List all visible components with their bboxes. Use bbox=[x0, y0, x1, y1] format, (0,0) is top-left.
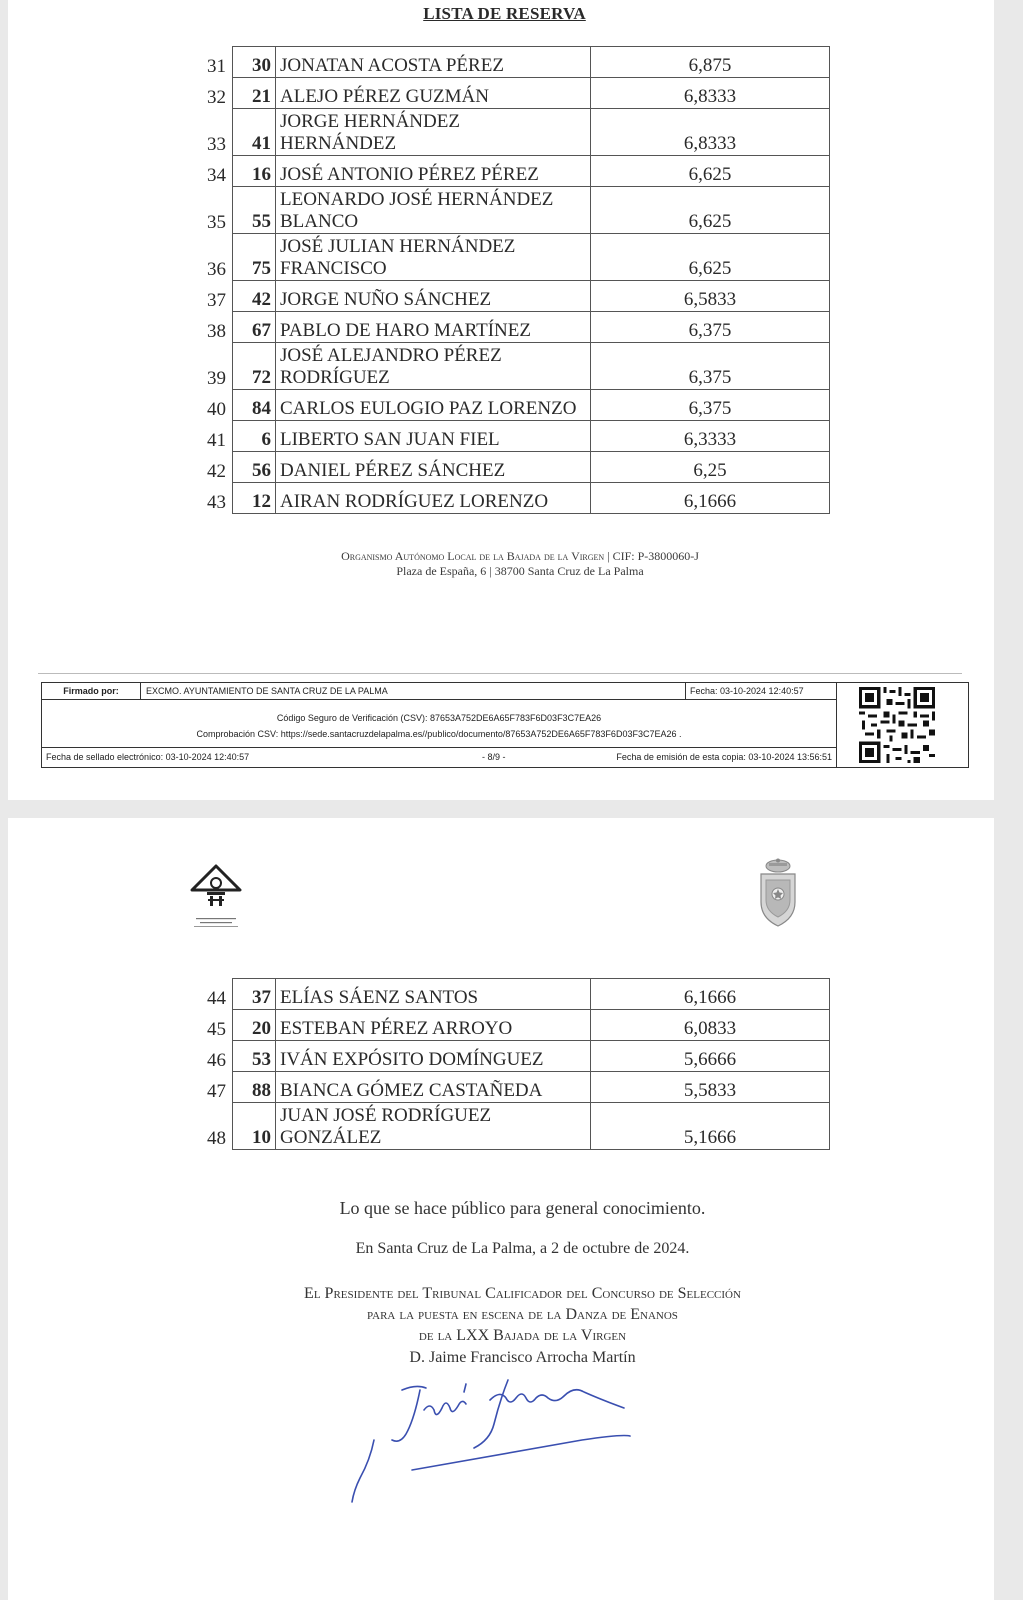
row-number: 42 bbox=[233, 281, 276, 312]
row-name bbox=[276, 234, 591, 281]
bajada-de-la-virgen-logo bbox=[188, 862, 244, 938]
row-number: 55 bbox=[233, 187, 276, 234]
row-name: JOSÉ ANTONIO PÉREZ PÉREZ bbox=[276, 156, 591, 187]
footer-address: Plaza de España, 6 | 38700 Santa Cruz de La Palma bbox=[396, 564, 644, 578]
row-score: 6,0833 bbox=[591, 1010, 830, 1041]
table-row bbox=[196, 1103, 830, 1150]
table-row bbox=[196, 979, 830, 1010]
row-score: 6,25 bbox=[591, 452, 830, 483]
row-name-line-2: FRANCISCO bbox=[280, 258, 387, 279]
table-row bbox=[196, 421, 830, 452]
row-name: LIBERTO SAN JUAN FIEL bbox=[276, 421, 591, 452]
row-name: JONATAN ACOSTA PÉREZ bbox=[276, 47, 591, 78]
table-row bbox=[196, 343, 830, 390]
row-score: 6,8333 bbox=[591, 109, 830, 156]
row-index: 44 bbox=[207, 987, 226, 1009]
qr-code-icon bbox=[859, 687, 935, 763]
row-number: 30 bbox=[233, 47, 276, 78]
csv-verification-link[interactable]: Comprobación CSV: https://sede.santacruzdelapalma.es//publico/documento/87653A752DE6A65F783F6D03F3C7EA26 . bbox=[196, 729, 682, 739]
row-score: 5,5833 bbox=[591, 1072, 830, 1103]
row-number: 21 bbox=[233, 78, 276, 109]
row-score: 5,1666 bbox=[591, 1103, 830, 1150]
row-number: 41 bbox=[233, 109, 276, 156]
row-score: 6,375 bbox=[591, 312, 830, 343]
row-index: 42 bbox=[207, 460, 226, 482]
row-score: 6,625 bbox=[591, 187, 830, 234]
row-index: 39 bbox=[207, 367, 226, 389]
table-row bbox=[196, 78, 830, 109]
table-row bbox=[196, 312, 830, 343]
reserve-table-page-1 bbox=[196, 46, 830, 514]
table-row bbox=[196, 47, 830, 78]
signature-date: Fecha: 03-10-2024 12:40:57 bbox=[685, 683, 836, 699]
row-number: 67 bbox=[233, 312, 276, 343]
row-number: 6 bbox=[233, 421, 276, 452]
row-number: 75 bbox=[233, 234, 276, 281]
row-name-line-2: BLANCO bbox=[280, 211, 359, 232]
table-row bbox=[196, 390, 830, 421]
row-name: CARLOS EULOGIO PAZ LORENZO bbox=[276, 390, 591, 421]
footer-organization: Organismo Autónomo Local de la Bajada de la Virgen | CIF: P-3800060-J bbox=[341, 549, 699, 563]
row-name-line-1: JUAN JOSÉ RODRÍGUEZ bbox=[280, 1105, 492, 1126]
row-index: 33 bbox=[207, 133, 226, 155]
row-name: DANIEL PÉREZ SÁNCHEZ bbox=[276, 452, 591, 483]
row-name-line-2: GONZÁLEZ bbox=[280, 1127, 382, 1148]
row-name-line-1: JOSÉ JULIAN HERNÁNDEZ bbox=[280, 236, 516, 257]
row-score: 6,375 bbox=[591, 390, 830, 421]
row-index: 32 bbox=[207, 86, 226, 108]
table-row bbox=[196, 234, 830, 281]
row-name: JORGE NUÑO SÁNCHEZ bbox=[276, 281, 591, 312]
row-index: 35 bbox=[207, 211, 226, 233]
row-index: 45 bbox=[207, 1018, 226, 1040]
row-name: IVÁN EXPÓSITO DOMÍNGUEZ bbox=[276, 1041, 591, 1072]
row-score: 6,1666 bbox=[591, 483, 830, 514]
row-score: 6,375 bbox=[591, 343, 830, 390]
president-title-line-2: para la puesta en escena de la Danza de Enanos bbox=[367, 1306, 678, 1323]
row-score: 6,625 bbox=[591, 156, 830, 187]
row-index: 47 bbox=[207, 1080, 226, 1102]
row-number: 84 bbox=[233, 390, 276, 421]
row-name: AIRAN RODRÍGUEZ LORENZO bbox=[276, 483, 591, 514]
row-name-line-1: LEONARDO JOSÉ HERNÁNDEZ bbox=[280, 189, 554, 210]
row-name bbox=[276, 187, 591, 234]
row-number: 56 bbox=[233, 452, 276, 483]
row-name-line-1: JOSÉ ALEJANDRO PÉREZ bbox=[280, 345, 502, 366]
place-and-date: En Santa Cruz de La Palma, a 2 de octubre de 2024. bbox=[355, 1240, 690, 1257]
row-number: 10 bbox=[233, 1103, 276, 1150]
row-index: 48 bbox=[207, 1127, 226, 1149]
row-index: 41 bbox=[207, 429, 226, 451]
table-row bbox=[196, 109, 830, 156]
signed-by-value: EXCMO. AYUNTAMIENTO DE SANTA CRUZ DE LA PALMA bbox=[146, 686, 388, 696]
row-index: 36 bbox=[207, 258, 226, 280]
row-score: 6,875 bbox=[591, 47, 830, 78]
row-index: 40 bbox=[207, 398, 226, 420]
public-notice-text: Lo que se hace público para general conocimiento. bbox=[339, 1198, 706, 1218]
row-number: 16 bbox=[233, 156, 276, 187]
list-title: LISTA DE RESERVA bbox=[423, 4, 586, 23]
row-score: 6,625 bbox=[591, 234, 830, 281]
table-row bbox=[196, 1041, 830, 1072]
row-number: 12 bbox=[233, 483, 276, 514]
table-row bbox=[196, 1010, 830, 1041]
president-title-line-1: El Presidente del Tribunal Calificador del Concurso de Selección bbox=[304, 1285, 741, 1302]
row-score: 6,3333 bbox=[591, 421, 830, 452]
row-name-line-1: JORGE HERNÁNDEZ bbox=[280, 111, 460, 132]
row-index: 38 bbox=[207, 320, 226, 342]
row-number: 37 bbox=[233, 979, 276, 1010]
row-name: ELÍAS SÁENZ SANTOS bbox=[276, 979, 591, 1010]
row-score: 6,8333 bbox=[591, 78, 830, 109]
row-number: 72 bbox=[233, 343, 276, 390]
row-name: BIANCA GÓMEZ CASTAÑEDA bbox=[276, 1072, 591, 1103]
seal-date: Fecha de sellado electrónico: 03-10-2024 12:40:57 bbox=[46, 752, 250, 762]
table-row bbox=[196, 452, 830, 483]
row-index: 31 bbox=[207, 55, 226, 77]
row-index: 37 bbox=[207, 289, 226, 311]
row-name bbox=[276, 343, 591, 390]
row-name-line-2: RODRÍGUEZ bbox=[280, 367, 390, 388]
copy-issue-date: Fecha de emisión de esta copia: 03-10-2024 13:56:51 bbox=[616, 752, 832, 762]
table-row bbox=[196, 1072, 830, 1103]
row-number: 20 bbox=[233, 1010, 276, 1041]
president-title-line-3: de la LXX Bajada de la Virgen bbox=[418, 1327, 627, 1344]
csv-code: Código Seguro de Verificación (CSV): 87653A752DE6A65F783F6D03F3C7EA26 bbox=[276, 713, 602, 723]
row-score: 5,6666 bbox=[591, 1041, 830, 1072]
divider bbox=[38, 673, 962, 674]
row-name bbox=[276, 109, 591, 156]
table-row bbox=[196, 281, 830, 312]
row-name-line-2: HERNÁNDEZ bbox=[280, 133, 397, 154]
row-index: 43 bbox=[207, 491, 226, 513]
row-score: 6,1666 bbox=[591, 979, 830, 1010]
row-number: 53 bbox=[233, 1041, 276, 1072]
signed-by-label: Firmado por: bbox=[42, 683, 141, 699]
table-row bbox=[196, 187, 830, 234]
row-index: 46 bbox=[207, 1049, 226, 1071]
electronic-signature-box bbox=[41, 682, 969, 768]
row-score: 6,5833 bbox=[591, 281, 830, 312]
logo-caption-text bbox=[194, 918, 238, 927]
row-index: 34 bbox=[207, 164, 226, 186]
page-number: - 8/9 - bbox=[482, 752, 506, 762]
row-name bbox=[276, 1103, 591, 1150]
president-name: D. Jaime Francisco Arrocha Martín bbox=[409, 1349, 636, 1366]
row-name: PABLO DE HARO MARTÍNEZ bbox=[276, 312, 591, 343]
coat-of-arms-icon bbox=[755, 858, 801, 930]
handwritten-signature bbox=[340, 1370, 650, 1510]
table-row bbox=[196, 483, 830, 514]
row-number: 88 bbox=[233, 1072, 276, 1103]
reserve-table-page-2 bbox=[196, 978, 830, 1150]
row-name: ESTEBAN PÉREZ ARROYO bbox=[276, 1010, 591, 1041]
table-row bbox=[196, 156, 830, 187]
row-name: ALEJO PÉREZ GUZMÁN bbox=[276, 78, 591, 109]
